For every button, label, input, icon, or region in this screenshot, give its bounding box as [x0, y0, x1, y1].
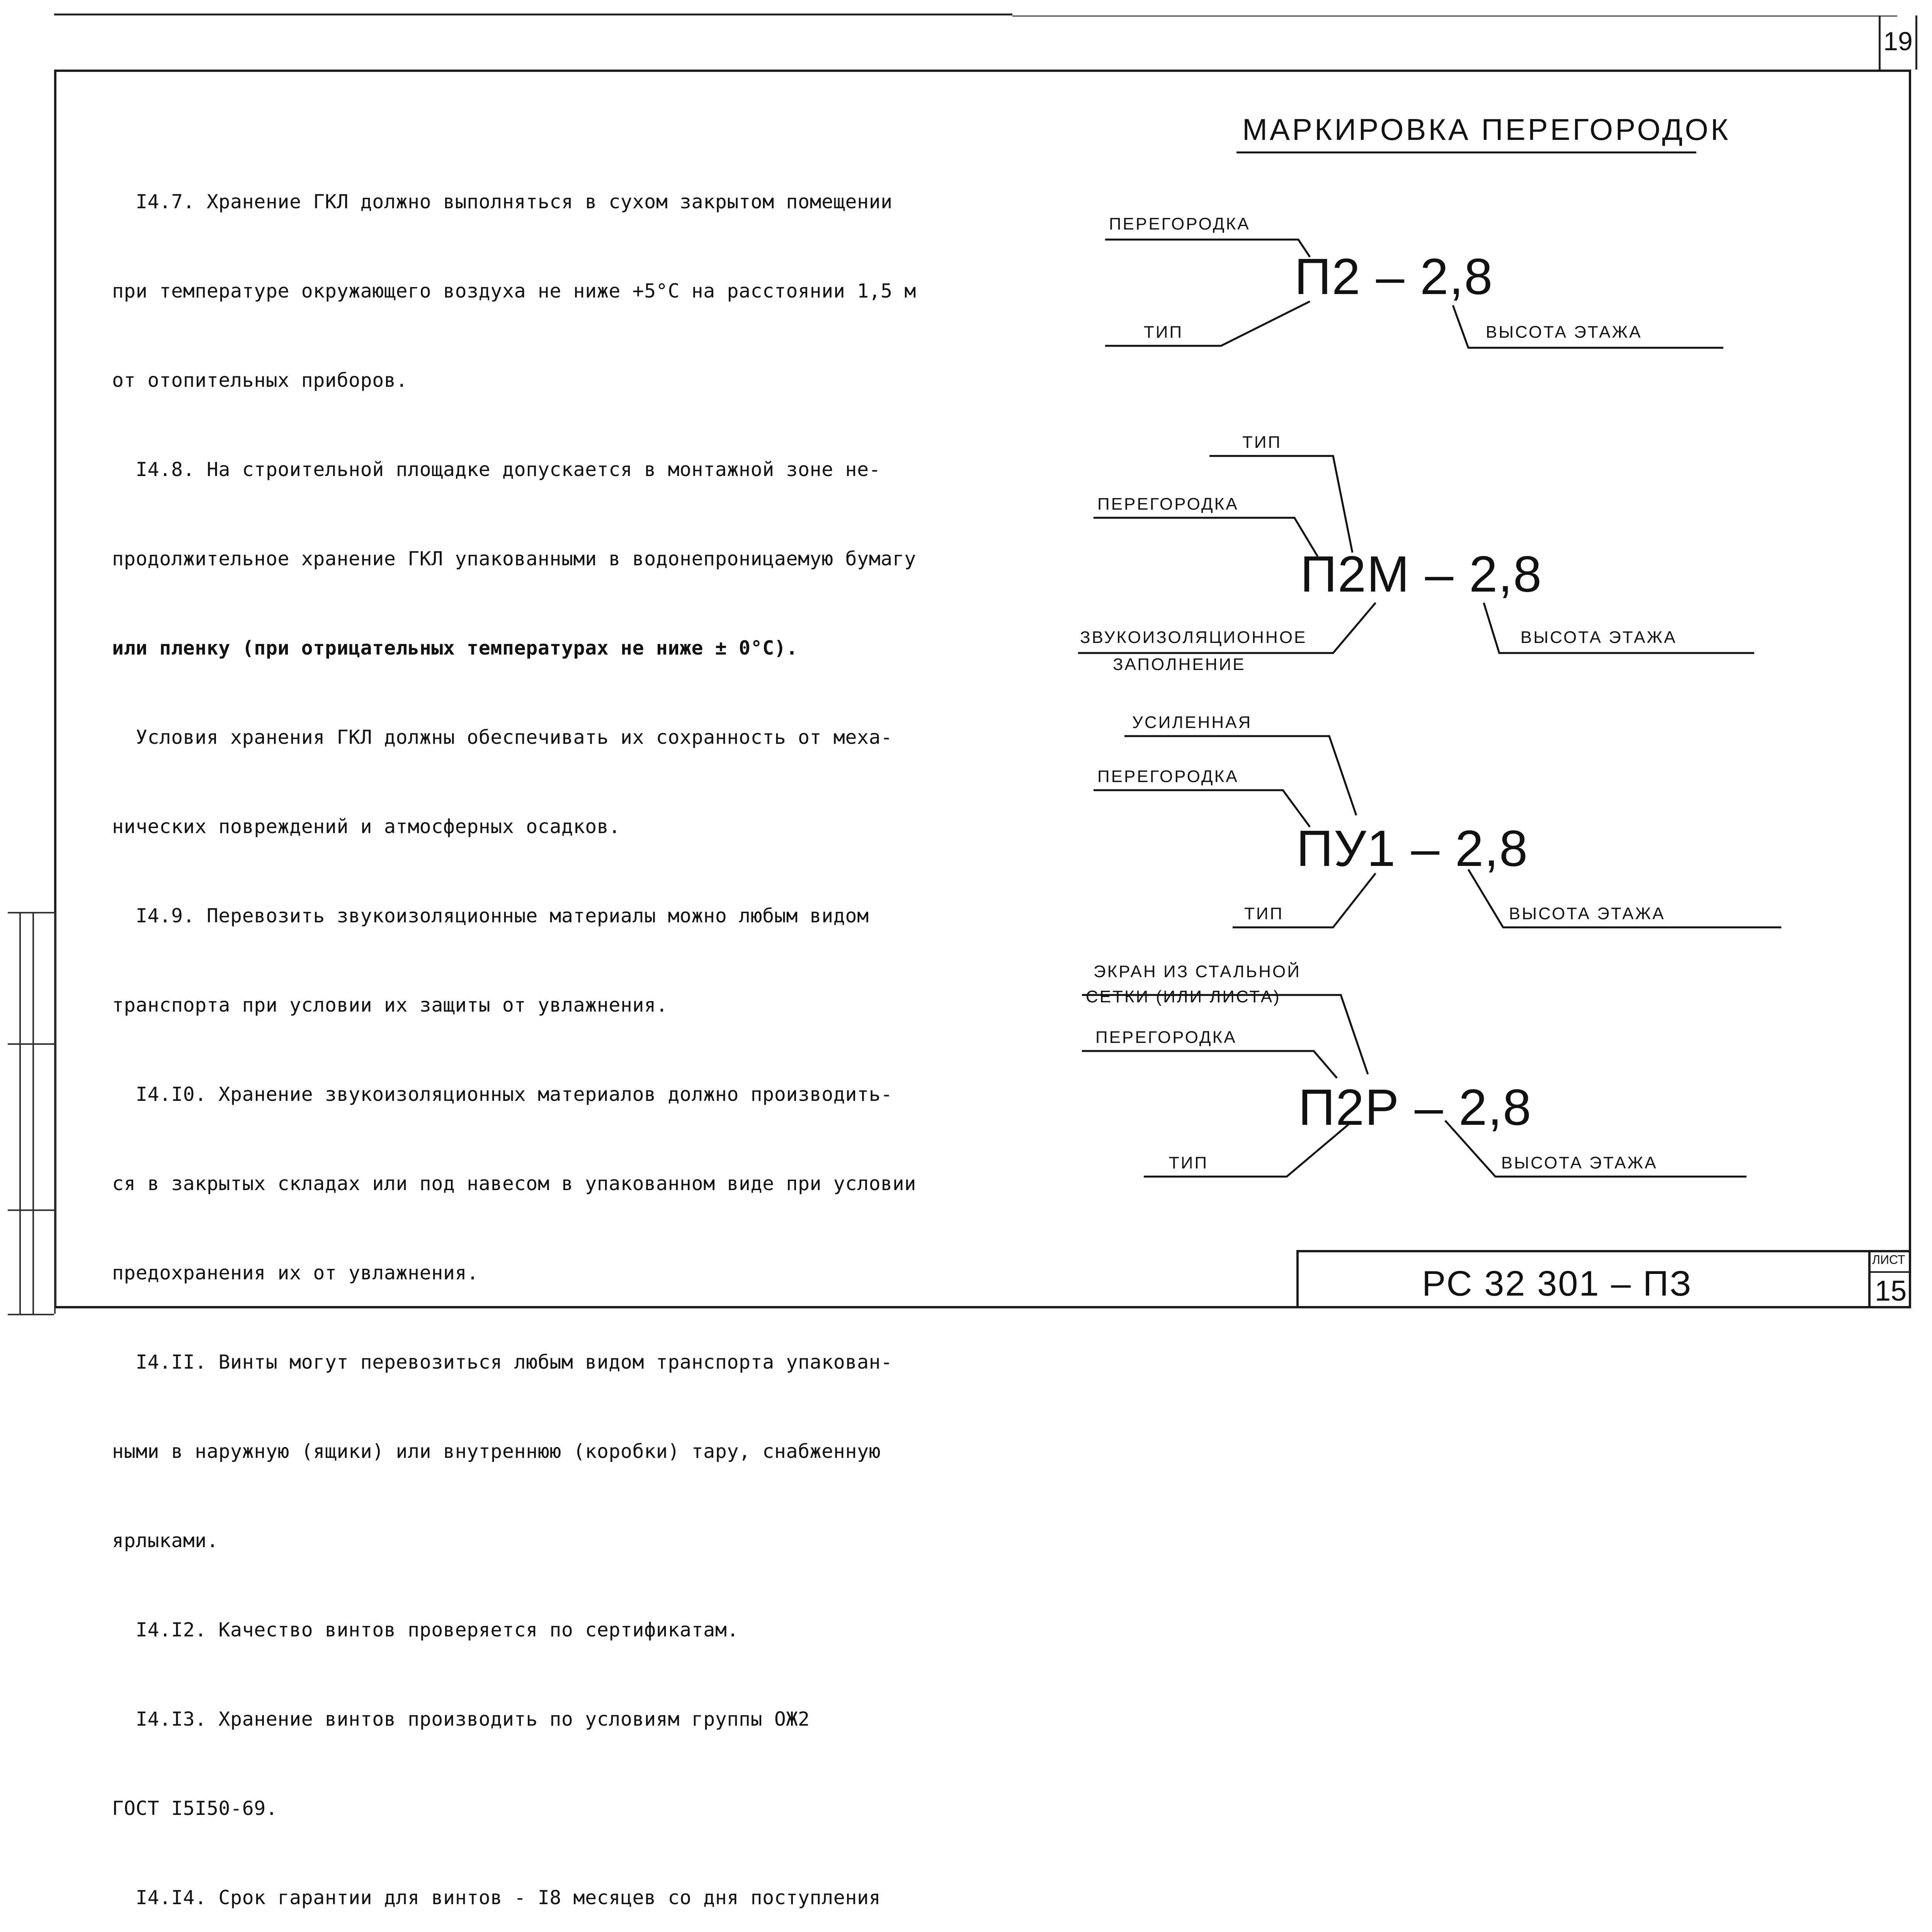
sheet-number: 15 [1875, 1275, 1907, 1307]
marking-code-1: П2 – 2,8 [1294, 248, 1493, 305]
text-line: или пленку (при отрицательных температурах не ниже ± 0°С). [112, 637, 798, 659]
leader-type-1 [1105, 301, 1310, 346]
label-height-3: ВЫСОТА ЭТАЖА [1509, 904, 1665, 923]
label-partition-4: ПЕРЕГОРОДКА [1095, 1028, 1237, 1047]
label-partition-1: ПЕРЕГОРОДКА [1109, 214, 1250, 233]
text-line: I4.I3. Хранение винтов производить по условиям группы ОЖ2 [112, 1708, 810, 1730]
label-height-2: ВЫСОТА ЭТАЖА [1520, 628, 1677, 647]
page-number: 19 [1883, 27, 1913, 56]
label-type-1: ТИП [1144, 323, 1184, 342]
text-line: от отопительных приборов. [112, 369, 408, 391]
marking-code-2: П2М – 2,8 [1300, 546, 1543, 602]
label-screen-line2-4: СЕТКИ (ИЛИ ЛИСТА) [1086, 987, 1281, 1006]
text-line: продолжительное хранение ГКЛ упакованными в водонепроницаемую бумагу [112, 548, 916, 570]
sheet-label: ЛИСТ [1872, 1253, 1905, 1267]
text-line: I4.8. На строительной площадке допускается в монтажной зоне не- [112, 458, 881, 481]
sheet-cell-divider [1868, 1271, 1911, 1273]
label-partition-2: ПЕРЕГОРОДКА [1097, 495, 1239, 514]
text-line: I4.I2. Качество винтов проверяется по сертификатам. [112, 1619, 739, 1641]
leader-partition-4 [1082, 1051, 1337, 1078]
diagram-title: МАРКИРОВКА ПЕРЕГОРОДОК [1242, 112, 1731, 146]
document-code: РС 32 301 – ПЗ [1422, 1264, 1692, 1303]
text-line: нических повреждений и атмосферных осадков. [112, 815, 621, 838]
text-line: предохранения их от увлажнения. [112, 1262, 479, 1284]
text-line: ярлыками. [112, 1529, 219, 1552]
text-line: ся в закрытых складах или под навесом в упакованном виде при условии [112, 1172, 916, 1195]
leader-partition-2 [1094, 518, 1318, 556]
label-type-3: ТИП [1244, 904, 1284, 923]
label-type-4: ТИП [1169, 1153, 1209, 1172]
text-line: I4.7. Хранение ГКЛ должно выполняться в сухом закрытом помещении [112, 190, 893, 213]
text-line: ГОСТ I5I50-69. [112, 1797, 278, 1820]
label-type-2: ТИП [1242, 433, 1282, 452]
label-height-4: ВЫСОТА ЭТАЖА [1501, 1153, 1658, 1172]
text-line: при температуре окружающего воздуха не ниже +5°С на расстоянии 1,5 м [112, 280, 916, 302]
text-line: ными в наружную (ящики) или внутреннюю (коробки) тару, снабженную [112, 1440, 881, 1463]
label-fill-line2-2: ЗАПОЛНЕНИЕ [1113, 655, 1246, 674]
label-reinforced-3: УСИЛЕННАЯ [1132, 713, 1252, 732]
marking-code-3: ПУ1 – 2,8 [1296, 820, 1529, 877]
label-screen-line1-4: ЭКРАН ИЗ СТАЛЬНОЙ [1094, 962, 1301, 981]
marking-code-4: П2Р – 2,8 [1298, 1079, 1532, 1136]
text-line: I4.I4. Срок гарантии для винтов - I8 месяцев со дня поступления [112, 1886, 881, 1909]
text-line: I4.I0. Хранение звукоизоляционных материалов должно производить- [112, 1083, 893, 1105]
text-line: I4.II. Винты могут перевозиться любым видом транспорта упакован- [112, 1351, 893, 1373]
leader-partition-3 [1094, 790, 1310, 827]
text-line: транспорта при условии их защиты от увлажнения. [112, 994, 668, 1016]
label-height-1: ВЫСОТА ЭТАЖА [1486, 323, 1642, 342]
label-fill-line1-2: ЗВУКОИЗОЛЯЦИОННОЕ [1080, 628, 1307, 647]
label-partition-3: ПЕРЕГОРОДКА [1097, 767, 1239, 786]
leader-partition-1 [1105, 240, 1310, 257]
text-line: I4.9. Перевозить звукоизоляционные материалы можно любым видом [112, 905, 869, 927]
text-line: Условия хранения ГКЛ должны обеспечивать их сохранность от меха- [112, 726, 893, 748]
